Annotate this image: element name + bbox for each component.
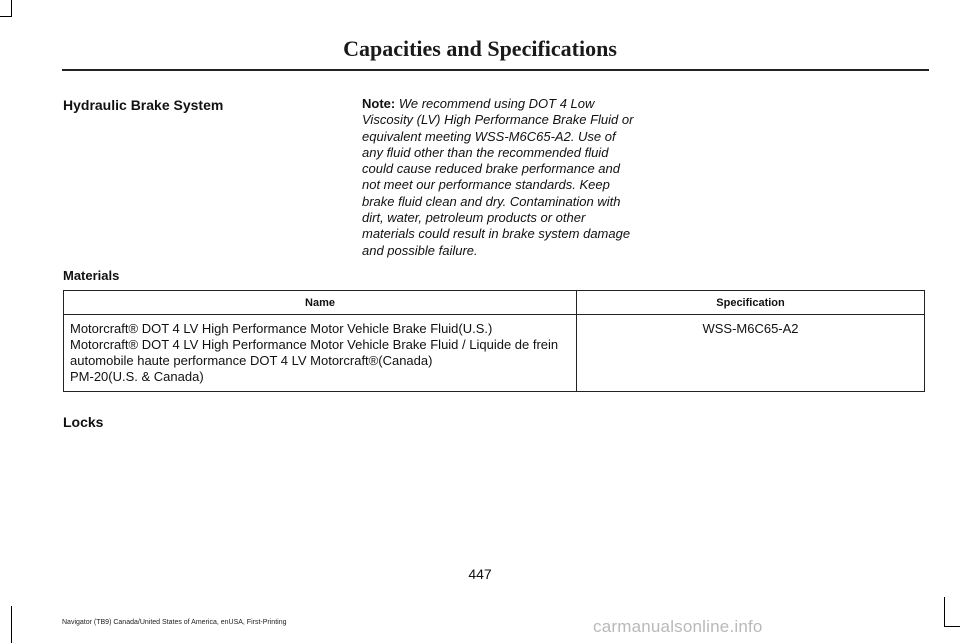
hydraulic-brake-heading: Hydraulic Brake System [63, 97, 224, 113]
header-divider [62, 69, 929, 71]
note-text: We recommend using DOT 4 Low Viscosity (LV) High Performance Brake Fluid or equivalent meeting WSS-M6C65-A2. Use of any fluid other than the recommended fluid could cause reduced brake performance and not meet our performance standards. Keep brake fluid clean and dry. Contamination with dirt, water, petroleum products or other materials could result in brake system damage and possible failure. [362, 96, 634, 258]
table-row [64, 315, 925, 392]
table-header-row [64, 291, 925, 315]
note-label: Note: [362, 96, 396, 111]
material-name-line: PM-20(U.S. & Canada) [70, 369, 204, 384]
page-number: 447 [468, 566, 492, 582]
materials-heading: Materials [63, 268, 120, 283]
crop-mark-bottom-right-vertical [944, 597, 945, 627]
crop-mark-bottom-left-vertical [11, 606, 12, 643]
crop-mark-top-left-horizontal [0, 16, 12, 17]
page-title: Capacities and Specifications [343, 36, 617, 61]
brake-fluid-note [362, 96, 637, 259]
material-name-line: Motorcraft® DOT 4 LV High Performance Motor Vehicle Brake Fluid / Liquide de frein automobile haute performance DOT 4 LV Motorcraft®(Canada) [70, 337, 559, 368]
material-name-line: Motorcraft® DOT 4 LV High Performance Motor Vehicle Brake Fluid(U.S.) [70, 321, 493, 336]
material-specification-cell: WSS-M6C65-A2 [577, 315, 925, 392]
column-header-name: Name [64, 291, 577, 315]
column-header-specification: Specification [577, 291, 925, 315]
watermark: carmanualsonline.info [593, 617, 763, 636]
material-name-cell [64, 315, 577, 392]
locks-heading: Locks [63, 414, 104, 430]
materials-table [63, 290, 925, 392]
crop-mark-bottom-right-horizontal [944, 626, 960, 627]
crop-mark-top-left-vertical [11, 0, 12, 16]
document-info: Navigator (TB9) Canada/United States of America, enUSA, First-Printing [62, 619, 287, 626]
